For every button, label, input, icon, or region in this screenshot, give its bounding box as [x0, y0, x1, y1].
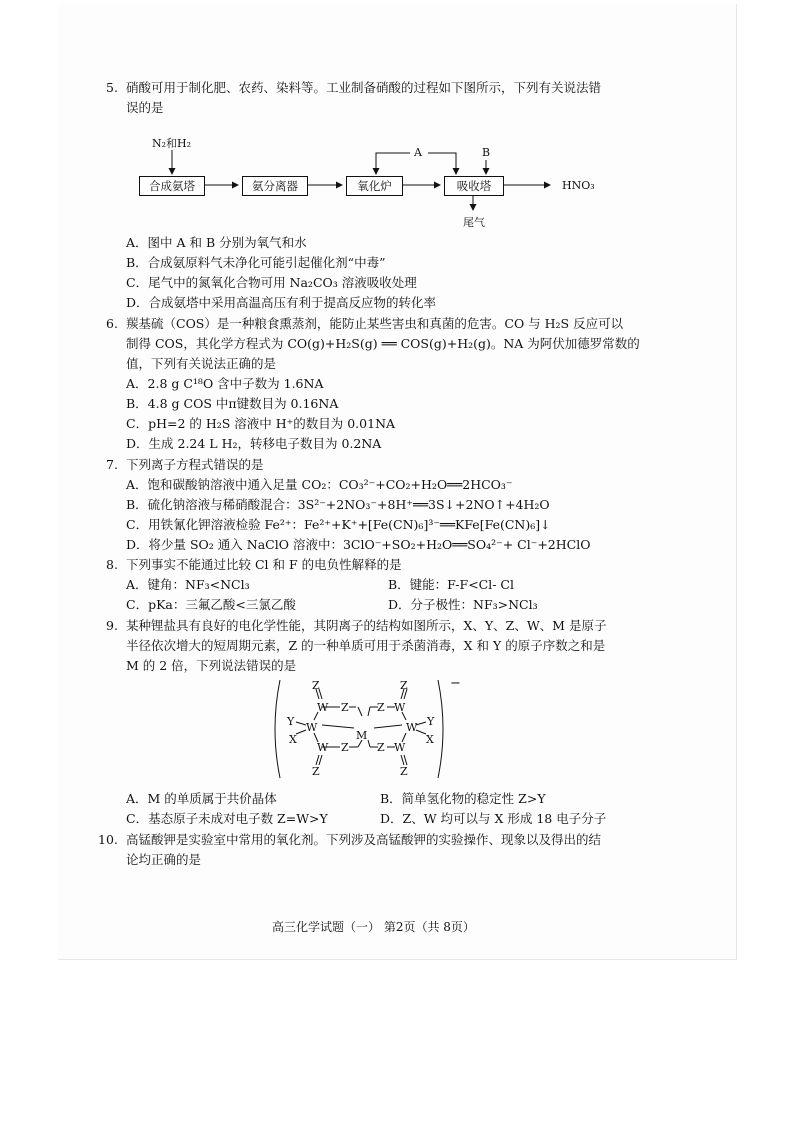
q10-stem-line1: 高锰酸钾是实验室中常用的氧化剂。下列涉及高锰酸钾的实验操作、现象以及得出的结 [126, 832, 602, 847]
q6-option-d: D．生成 2.24 L H₂，转移电子数目为 0.2NA [126, 436, 382, 451]
q9-stem-line3: M 的 2 倍，下列说法错误的是 [126, 658, 297, 673]
diagram-label-a: A [414, 146, 422, 159]
atom-z: Z [400, 679, 408, 692]
atom-z: Z [312, 765, 320, 778]
q8-stem: 下列事实不能通过比较 Cl 和 F 的电负性解释的是 [126, 557, 402, 572]
q9-stem-line1: 某种锂盐具有良好的电化学性能，其阴离子的结构如图所示，X、Y、Z、W、M 是原子 [126, 618, 607, 633]
q7-option-d: D．将少量 SO₂ 通入 NaClO 溶液中：3ClO⁻+SO₂+H₂O══SO₄²⁻+ Cl⁻+2HClO [126, 537, 591, 552]
q8-option-d: D．分子极性：NF₃>NCl₃ [388, 597, 538, 612]
atom-z: Z [312, 679, 320, 692]
q8-option-b: B．键能：F-F<Cl- Cl [388, 577, 514, 592]
atom-w: W [317, 741, 329, 754]
q5-option-d: D．合成氨塔中采用高温高压有利于提高反应物的转化率 [126, 295, 437, 310]
q5-option-a: A．图中 A 和 B 分别为氧气和水 [126, 235, 307, 250]
diagram-box-synthesis-tower: 合成氨塔 [139, 176, 205, 196]
q5-option-c: C．尾气中的氮氧化合物可用 Na₂CO₃ 溶液吸收处理 [126, 275, 417, 290]
q6-stem-line2: 制得 COS，其化学方程式为 CO(g)+H₂S(g) ══ COS(g)+H₂(g)。NA 为阿伏加德罗常数的 [126, 336, 640, 351]
atom-w: W [317, 701, 329, 714]
q10-stem-line2: 论均正确的是 [126, 852, 202, 867]
page-footer: 高三化学试题（一） 第2页（共 8页） [272, 920, 475, 934]
q9-option-a: A．M 的单质属于共价晶体 [126, 791, 277, 806]
diagram-tail-gas-label: 尾气 [463, 216, 485, 229]
q9-stem-line2: 半径依次增大的短周期元素，Z 的一种单质可用于杀菌消毒，X 和 Y 的原子序数之和是 [126, 638, 606, 653]
diagram-input-label: N₂和H₂ [152, 137, 192, 150]
left-bracket [275, 680, 280, 778]
structure-bonds [270, 676, 470, 782]
diagram-box-absorption-tower: 吸收塔 [444, 176, 504, 196]
q8-option-a: A．键角：NF₃<NCl₃ [126, 577, 250, 592]
q6-option-c: C．pH=2 的 H₂S 溶液中 H⁺的数目为 0.01NA [126, 416, 396, 431]
diagram-arrows [0, 0, 794, 260]
q5-stem-line2: 误的是 [126, 100, 164, 115]
q9-number: 9. [106, 618, 118, 633]
q5-stem-line1: 硝酸可用于制化肥、农药、染料等。工业制备硝酸的过程如下图所示，下列有关说法错 [126, 80, 602, 95]
q9-option-d: D．Z、W 均可以与 X 形成 18 电子分子 [380, 811, 607, 826]
q9-option-c: C．基态原子未成对电子数 Z=W>Y [126, 811, 328, 826]
q7-option-a: A．饱和碳酸钠溶液中通入足量 CO₂：CO₃²⁻+CO₂+H₂O══2HCO₃⁻ [126, 477, 513, 492]
q9-option-b: B．简单氢化物的稳定性 Z>Y [380, 791, 546, 806]
q5-option-b: B．合成氨原料气未净化可能引起催化剂“中毒” [126, 255, 386, 270]
diagram-box-oxidation-furnace: 氧化炉 [346, 176, 403, 196]
atom-w: W [394, 741, 406, 754]
diagram-output-hno3: HNO₃ [562, 179, 595, 192]
atom-y: Y [287, 715, 295, 728]
arrow-a-to-furnace [376, 153, 410, 174]
q6-stem-line3: 值，下列有关说法正确的是 [126, 356, 277, 371]
atom-w: W [306, 721, 318, 734]
atom-z: Z [341, 701, 349, 714]
anion-charge: − [450, 676, 461, 691]
q8-number: 8. [106, 557, 118, 572]
q6-stem-line1: 羰基硫（COS）是一种粮食熏蒸剂，能防止某些害虫和真菌的危害。CO 与 H₂S 反应可以 [126, 316, 624, 331]
q7-number: 7. [106, 457, 118, 472]
atom-z: Z [377, 701, 385, 714]
atom-z: Z [400, 765, 408, 778]
right-bracket [438, 680, 443, 778]
q6-option-b: B．4.8 g COS 中π键数目为 0.16NA [126, 396, 339, 411]
atom-z: Z [341, 741, 349, 754]
q7-stem: 下列离子方程式错误的是 [126, 457, 264, 472]
diagram-box-ammonia-separator: 氨分离器 [242, 176, 308, 196]
diagram-label-b: B [482, 146, 491, 159]
arrow-a-to-absorber [428, 153, 456, 174]
atom-m: M [356, 729, 368, 742]
atom-w: W [406, 721, 418, 734]
atom-x: X [289, 733, 297, 746]
atom-z: Z [377, 741, 385, 754]
atom-w: W [394, 701, 406, 714]
q10-number: 10. [98, 832, 118, 847]
q8-option-c: C．pKa：三氟乙酸<三氯乙酸 [126, 597, 296, 612]
q7-option-c: C．用铁氰化钾溶液检验 Fe²⁺：Fe²⁺+K⁺+[Fe(CN)₆]³⁻══KFe[Fe(CN)₆]↓ [126, 517, 551, 532]
q6-option-a: A．2.8 g C¹⁸O 含中子数为 1.6NA [126, 376, 324, 391]
q5-number: 5. [106, 80, 118, 95]
q9-anion-structure [270, 676, 470, 782]
q6-number: 6. [106, 316, 118, 331]
q7-option-b: B．硫化钠溶液与稀硝酸混合：3S²⁻+2NO₃⁻+8H⁺══3S↓+2NO↑+4H₂O [126, 497, 550, 512]
atom-y: Y [427, 715, 435, 728]
atom-x: X [426, 733, 434, 746]
